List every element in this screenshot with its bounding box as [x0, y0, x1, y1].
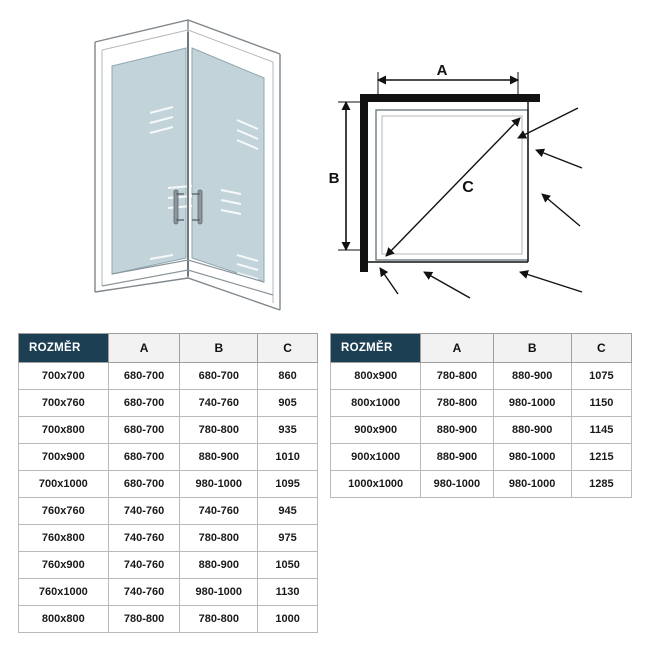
cell-c: 1000 [258, 606, 318, 633]
cell-dimension: 760x760 [19, 498, 109, 525]
cell-a: 740-760 [108, 579, 180, 606]
cell-b: 780-800 [180, 417, 258, 444]
cell-dimension: 760x900 [19, 552, 109, 579]
wall-top [360, 94, 540, 102]
cell-c: 1075 [571, 363, 631, 390]
table-header-row [331, 334, 632, 363]
glass-panel-left [112, 48, 186, 274]
cell-b: 880-900 [493, 363, 571, 390]
cell-c: 1150 [571, 390, 631, 417]
cell-dimension: 700x900 [19, 444, 109, 471]
header-dimension: ROZMĚR [331, 334, 421, 363]
cell-c: 1285 [571, 471, 631, 498]
size-table-left [18, 333, 318, 633]
cell-dimension: 800x1000 [331, 390, 421, 417]
table-row [331, 363, 632, 390]
cell-b: 980-1000 [180, 471, 258, 498]
cell-dimension: 900x1000 [331, 444, 421, 471]
shower-enclosure-3d-view [40, 10, 300, 320]
dimension-b-label: B [328, 170, 340, 187]
wall-left [360, 94, 368, 272]
cell-a: 680-700 [108, 471, 180, 498]
table-row [331, 390, 632, 417]
table-row [331, 444, 632, 471]
size-table-left-body [19, 363, 318, 633]
header-b: B [493, 334, 571, 363]
cell-a: 680-700 [108, 444, 180, 471]
table-row [19, 606, 318, 633]
cell-b: 780-800 [180, 606, 258, 633]
table-row [19, 390, 318, 417]
cell-dimension: 800x800 [19, 606, 109, 633]
header-c: C [571, 334, 631, 363]
table-row [331, 417, 632, 444]
header-dimension: ROZMĚR [19, 334, 109, 363]
cell-dimension: 1000x1000 [331, 471, 421, 498]
size-table-left-wrap [18, 333, 318, 633]
cell-b: 680-700 [180, 363, 258, 390]
cell-b: 980-1000 [493, 471, 571, 498]
cell-a: 980-1000 [421, 471, 493, 498]
cell-dimension: 700x760 [19, 390, 109, 417]
cell-c: 1095 [258, 471, 318, 498]
cell-c: 1050 [258, 552, 318, 579]
table-row [331, 471, 632, 498]
size-table-right-body [331, 363, 632, 498]
cell-a: 740-760 [108, 552, 180, 579]
cell-b: 740-760 [180, 390, 258, 417]
cell-b: 880-900 [180, 552, 258, 579]
cell-a: 880-900 [421, 444, 493, 471]
swing-arrow-right [536, 150, 582, 168]
cell-c: 945 [258, 498, 318, 525]
cell-a: 680-700 [108, 390, 180, 417]
cell-b: 880-900 [180, 444, 258, 471]
header-a: A [421, 334, 493, 363]
cell-c: 935 [258, 417, 318, 444]
cell-a: 780-800 [108, 606, 180, 633]
header-c: C [258, 334, 318, 363]
cell-a: 780-800 [421, 390, 493, 417]
cell-c: 860 [258, 363, 318, 390]
dimension-a-label: A [436, 62, 448, 79]
swing-arrow-right-lower [542, 194, 580, 226]
cell-c: 1010 [258, 444, 318, 471]
table-row [19, 417, 318, 444]
cell-c: 1215 [571, 444, 631, 471]
cell-a: 880-900 [421, 417, 493, 444]
cell-c: 975 [258, 525, 318, 552]
cell-b: 980-1000 [493, 390, 571, 417]
swing-arrow-bottom-left [424, 272, 470, 298]
table-row [19, 525, 318, 552]
cell-dimension: 900x900 [331, 417, 421, 444]
cell-b: 880-900 [493, 417, 571, 444]
glass-panel-right [192, 48, 264, 282]
table-row [19, 498, 318, 525]
cell-dimension: 700x700 [19, 363, 109, 390]
cell-dimension: 700x1000 [19, 471, 109, 498]
cell-dimension: 700x800 [19, 417, 109, 444]
cell-a: 740-760 [108, 525, 180, 552]
swing-arrow-left-lower [380, 268, 398, 294]
cell-a: 740-760 [108, 498, 180, 525]
header-a: A [108, 334, 180, 363]
cell-a: 780-800 [421, 363, 493, 390]
table-row [19, 363, 318, 390]
cell-dimension: 760x800 [19, 525, 109, 552]
cell-b: 740-760 [180, 498, 258, 525]
cell-a: 680-700 [108, 417, 180, 444]
cell-b: 980-1000 [493, 444, 571, 471]
swing-arrow-bottom-right [520, 272, 582, 292]
dimension-c-label: C [462, 179, 474, 196]
table-row [19, 552, 318, 579]
table-header-row [19, 334, 318, 363]
table-row [19, 444, 318, 471]
cell-c: 1145 [571, 417, 631, 444]
cell-dimension: 800x900 [331, 363, 421, 390]
cell-b: 980-1000 [180, 579, 258, 606]
size-table-right-wrap [330, 333, 632, 498]
cell-c: 905 [258, 390, 318, 417]
cell-c: 1130 [258, 579, 318, 606]
header-b: B [180, 334, 258, 363]
cell-a: 680-700 [108, 363, 180, 390]
table-row [19, 471, 318, 498]
size-table-right [330, 333, 632, 498]
table-row [19, 579, 318, 606]
shower-enclosure-top-view [320, 50, 620, 310]
cell-b: 780-800 [180, 525, 258, 552]
cell-dimension: 760x1000 [19, 579, 109, 606]
